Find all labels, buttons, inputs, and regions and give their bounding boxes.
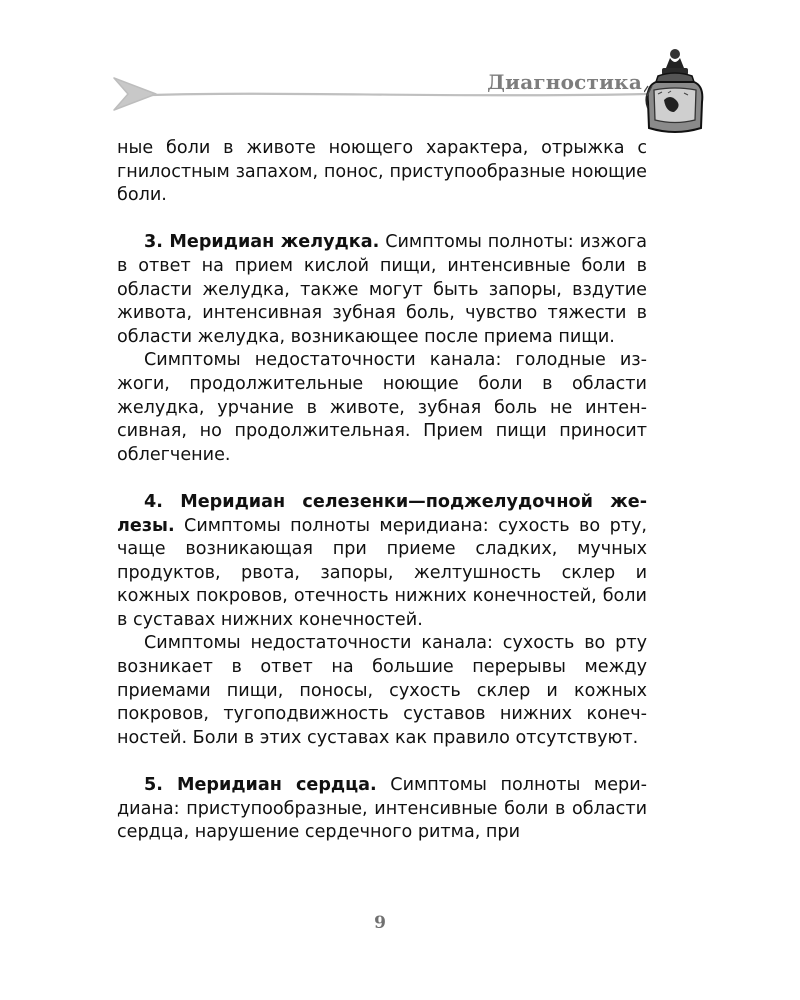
page-number: 9	[374, 913, 386, 933]
paragraph-1-text: ные боли в животе ноющего характера, отрыжка с гнилостным запахом, понос, приступообразные ноющие боли.	[117, 138, 647, 206]
page-body	[117, 137, 647, 845]
jar-illustration	[644, 46, 706, 136]
paragraph-2-text: Симптомы полноты: изжога в ответ на прием кислой пищи, интенсивные боли в области желудка, также могут быть запоры, вздутие живота, интенсивная зубная боль, чувство тяжести в области желудка, возникающее после приема пищи.	[117, 232, 647, 347]
paragraph-1	[117, 137, 647, 208]
paragraph-6-text: Симптомы полноты меридиана: приступообразные, интенсивные боли в области сердца, нарушение сердечного ритма, при	[117, 775, 647, 843]
paragraph-4-text: Симптомы полноты меридиана: сухость во рту, чаще возникающая при приеме сладких, мучных продуктов, рвота, запоры, желтушность склер и кожных покровов, отечность нижних конечностей, боли в суставах нижних конечностей.	[117, 515, 647, 630]
paragraph-4	[117, 491, 647, 633]
section-title: Диагностика	[487, 70, 642, 94]
paragraph-2-heading: 3. Меридиан желудка.	[144, 232, 380, 253]
paragraph-5-text: Симптомы недостаточности канала: сухость во рту возникает в ответ на большие перерывы между приемами пищи, поносы, сухость склер и кожных покровов, тугоподвижность суставов нижних конечностей. Боли в этих суставах как правило отсутствуют.	[117, 633, 647, 748]
paragraph-6	[117, 774, 647, 845]
paragraph-5	[117, 632, 647, 750]
paragraph-4-heading: 4. Меридиан селезенки—поджелудочной железы.	[117, 491, 647, 536]
paragraph-3-text: Симптомы недостаточности канала: голодные изжоги, продолжительные ноющие боли в области желудка, урчание в животе, зубная боль не интенсивная, но продолжительная. Прием пищи приносит облегчение.	[117, 350, 647, 465]
paragraph-6-heading: 5. Меридиан сердца.	[144, 775, 377, 796]
paragraph-3	[117, 349, 647, 467]
paragraph-2	[117, 231, 647, 349]
